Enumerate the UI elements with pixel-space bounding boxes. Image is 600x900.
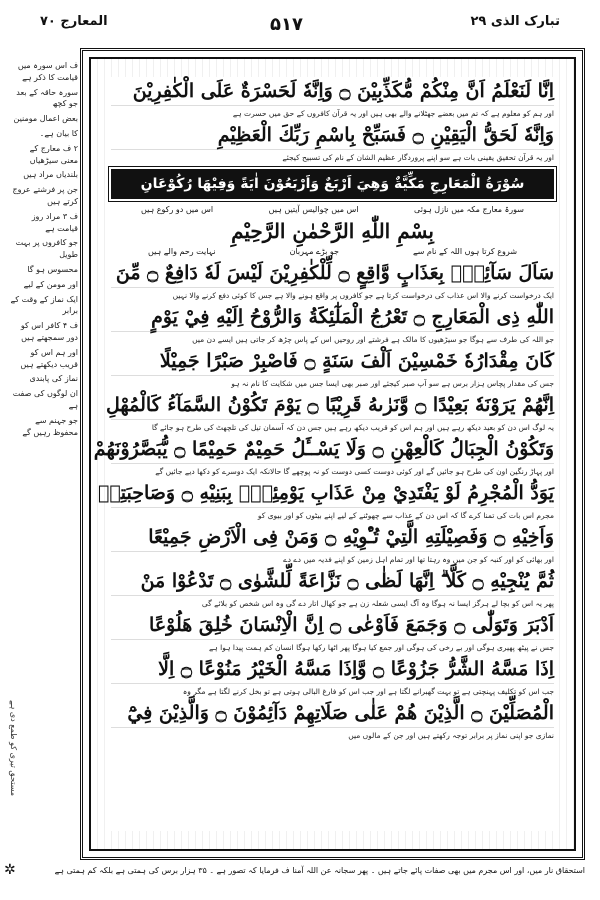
translation-line: جب اس کو تکلیف پہنچتی ہے تو بہت گھبرانے لگتا ہے اور جب اس کو فارغ البالی ہوتی ہے تو بخل کرنے لگتا ہے مگر وہ <box>111 683 554 699</box>
translation-line: جس کی مقدار پچاس ہزار برس ہے سو آپ صبر کیجئے اور صبر بھی ایسا جس میں شکایت کا نام نہ ہو <box>111 375 554 391</box>
margin-note: ان لوگوں کی صفت ہے <box>12 389 78 410</box>
translation-line: نمازی جو اپنی نماز پر برابر توجہ رکھتے ہیں اور جن کے مالوں میں <box>111 727 554 743</box>
surah-verses <box>93 259 554 743</box>
bism-trans-1: شروع کرتا ہوں اللہ کے نام سے <box>412 247 518 256</box>
verse-line: اِنَّا لَنَعْلَمُ اَنَّ مِنْكُمْ مُّكَذِّبِيْنَ ۝ وَاِنَّهٗ لَحَسْرَةٌ عَلَى الْكٰفِرِيْنَ <box>132 80 554 102</box>
verse-line: اِذَا مَسَّهُ الشَّرُّ جَزُوْعًا ۝ وَّاِذَا مَسَّهُ الْخَيْرُ مَنُوْعًا ۝ اِلَّا <box>158 658 554 680</box>
margin-note: ۲ ف معارج کے معنی سیڑھیاں <box>29 143 78 165</box>
verse-line: الْمُصَلِّيْنَ ۝ الَّذِيْنَ هُمْ عَلٰى صَلَاتِهِمْ دَآئِمُوْنَ ۝ وَالَّذِيْنَ فِيْٓ <box>127 702 554 724</box>
translation-line: اور یہ قرآن تحقیق یقینی بات ہے سو اپنے پروردگار عظیم الشان کے نام کی تسبیح کیجئے <box>111 149 554 165</box>
page-header <box>40 14 560 38</box>
bismillah: بِسْمِ اللّٰهِ الرَّحْمٰنِ الرَّحِيْمِ <box>231 219 434 243</box>
margin-note: محسوس ہو گا <box>27 264 78 274</box>
surah-meta-left: اس میں دو رکوع ہیں <box>141 205 214 214</box>
footer-note: استحقاق نار میں، اور اس مجرم میں بھی صفات پائے جاتے ہیں ۔ پھر سجانہ عن اللہ آمنا ف فرمایا کہ تصور ہے ۔ ۳۵ ہزار برس کی ہمتی ہے بلکہ کم ہمتی ہے <box>54 866 585 875</box>
translation-line: جس نے پیٹھ پھیری ہوگی اور بے رخی کی ہوگی اور جمع کیا ہوگا پھر اٹھا رکھا ہوگا انسان کم ہمت پیدا ہوا ہے <box>111 639 554 655</box>
translation-line: پھر یہ اس کو بچا لے ہرگز ایسا نہ ہوگا وہ آگ ایسی شعلہ زن ہے جو کھال اتار دے گی وہ اس شخص کو بلائے گی <box>111 595 554 611</box>
header-left: المعارج ۷۰ <box>40 14 108 29</box>
translation-line: جو اللہ کی طرف سے ہوگا جو سیڑھیوں کا مالک ہے فرشتے اور روحیں اس کے پاس چڑھ کر جاتی ہیں ایسے دن میں <box>111 331 554 347</box>
verse-line: وَتَكُوْنُ الْجِبَالُ كَالْعِهْنِ ۝ وَلَا يَسْــَٔلُ حَمِيْمٌ حَمِيْمًا ۝ يُّبَصَّرُوْنَهُمْ <box>93 438 554 460</box>
surah-meta-right: سورۃ معارج مکہ میں نازل ہوئی <box>414 205 524 214</box>
margin-note: ف اس سورہ میں قیامت کا ذکر ہے <box>17 61 78 82</box>
bism-trans-2: جو بڑے مہربان <box>289 247 339 256</box>
verse-line: اللّٰهِ ذِى الْمَعَارِجِ ۝ تَعْرُجُ الْمَلٰٓئِكَةُ وَالرُّوْحُ اِلَيْهِ فِيْ يَوْمٍ <box>151 306 554 328</box>
verse-line: وَاَخِيْهِ ۝ وَفَصِيْلَتِهِ الَّتِيْ تُـْٔوِيْهِ ۝ وَمَنْ فِى الْاَرْضِ جَمِيْعًا <box>148 526 554 548</box>
ornamental-border <box>89 57 576 851</box>
header-right: تبارک الذی ۲۹ <box>470 14 560 29</box>
margin-notes <box>10 60 78 880</box>
margin-note: جو جہنم سے محفوظ رہیں گے <box>22 415 78 437</box>
verse-line: اِنَّهُمْ يَرَوْنَهٗ بَعِيْدًا ۝ وَّنَرٰىهُ قَرِيْبًا ۝ يَوْمَ تَكُوْنُ السَّمَآءُ كَالْمُهْلِ <box>106 394 554 416</box>
bismillah-translation <box>111 245 554 259</box>
translation-line: اور بھائی کو اور کنبہ کو جن میں وہ رہتا تھا اور تمام اہل زمین کو اپنے فدیہ میں دے دے <box>111 551 554 567</box>
margin-note: اور ہم اس کو قریب دیکھتے ہیں <box>20 347 78 369</box>
margin-note: ف ۴ کافر اس کو دور سمجھتے ہیں <box>20 321 78 342</box>
page-number: ۵۱۷ <box>270 14 303 35</box>
margin-note: ایک نماز کے وقت کے برابر <box>10 294 78 316</box>
translation-line: یہ لوگ اس دن کو بعید دیکھ رہے ہیں اور ہم اس کو قریب دیکھ رہے ہیں جس دن کہ آسمان تیل کی تلچھٹ کی طرح ہو جائے گا <box>111 419 554 435</box>
side-note: مستحق تیری کو طمع دی ہے <box>9 700 18 797</box>
page-frame <box>80 48 585 860</box>
margin-note: بعض اعمال مومنین <box>13 114 78 124</box>
asterisk-icon: ✲ <box>4 862 16 878</box>
margin-note: کا بیان ہے۔ <box>39 128 78 138</box>
margin-note: جن پر فرشتے عروج کرتے ہیں <box>12 185 78 206</box>
surah-meta-center: اس میں چوالیس آیتیں ہیں <box>268 205 359 214</box>
verse-line: كَانَ مِقْدَارُهٗ خَمْسِيْنَ اَلْفَ سَنَةٍ ۝ فَاصْبِرْ صَبْرًا جَمِيْلًا <box>159 350 554 372</box>
translation-line: اور ہم کو معلوم ہے کہ تم میں بعضے جھٹلانے والے بھی ہیں اور یہ قرآن کافروں کے حق میں حسرت ہے <box>111 105 554 121</box>
surah-meta <box>111 203 554 217</box>
margin-note: ف ۳ مراد روز قیامت ہے <box>31 211 78 233</box>
verse-line: ثُمَّ يُنْجِيْهِ ۝ كَلَّا ۗ اِنَّهَا لَظٰى ۝ نَزَّاعَةً لِّلشَّوٰى ۝ تَدْعُوْا مَنْ <box>140 570 554 592</box>
margin-note: جو کافروں پر بہت طویل <box>15 238 78 260</box>
quran-text-area <box>93 77 554 831</box>
translation-line: ایک درخواست کرنے والا اس عذاب کی درخواست کرتا ہے جو کافروں پر واقع ہونے والا ہے جس کا کوئی دفع کرنے والا نہیں <box>111 287 554 303</box>
translation-line: مجرم اس بات کی تمنا کرے گا کہ اس دن کے عذاب سے چھوٹنے کے لیے اپنے بیٹوں کو اور بیوی کو <box>111 507 554 523</box>
verse-line: وَاِنَّهٗ لَحَقُّ الْيَقِيْنِ ۝ فَسَبِّحْ بِاسْمِ رَبِّكَ الْعَظِيْمِ <box>217 124 554 146</box>
surah-title-banner: سُوْرَةُ الْمَعَارِجِ مَكِّيَّةٌ وَهِيَ اَرْبَعٌ وَاَرْبَعُوْنَ اٰيَةً وَفِيْهَا رُكُوْعَانِ <box>111 169 554 199</box>
margin-note: اور مومن کے لیے <box>23 279 78 289</box>
bism-trans-3: نہایت رحم والے ہیں <box>148 247 216 256</box>
verse-line: اَدْبَرَ وَتَوَلّٰى ۝ وَجَمَعَ فَاَوْعٰى ۝ اِنَّ الْاِنْسَانَ خُلِقَ هَلُوْعًا <box>149 614 554 636</box>
margin-note: نماز کی پابندی <box>29 374 78 384</box>
verse-line: يَوَدُّ الْمُجْرِمُ لَوْ يَفْتَدِيْ مِنْ عَذَابِ يَوْمِئِذٍۢ بِبَنِيْهِ ۝ وَصَاحِبَتِهٖ <box>97 482 554 504</box>
previous-surah-ending <box>111 77 554 165</box>
translation-line: اور پہاڑ رنگین اون کی طرح ہو جائیں گے اور کوئی دوست کسی دوست کو نہ پوچھے گا حالانکہ ایک دوسرے کو دکھا دیے جائیں گے <box>111 463 554 479</box>
margin-note: بلندیاں مراد ہیں <box>23 170 78 180</box>
verse-line: سَاَلَ سَآئِلٌۢ بِعَذَابٍ وَّاقِعٍ ۝ لِّلْكٰفِرِيْنَ لَيْسَ لَهٗ دَافِعٌ ۝ مِّنَ <box>115 262 554 284</box>
margin-note: سورہ حاقہ کے بعد جو کچھ <box>16 87 78 109</box>
